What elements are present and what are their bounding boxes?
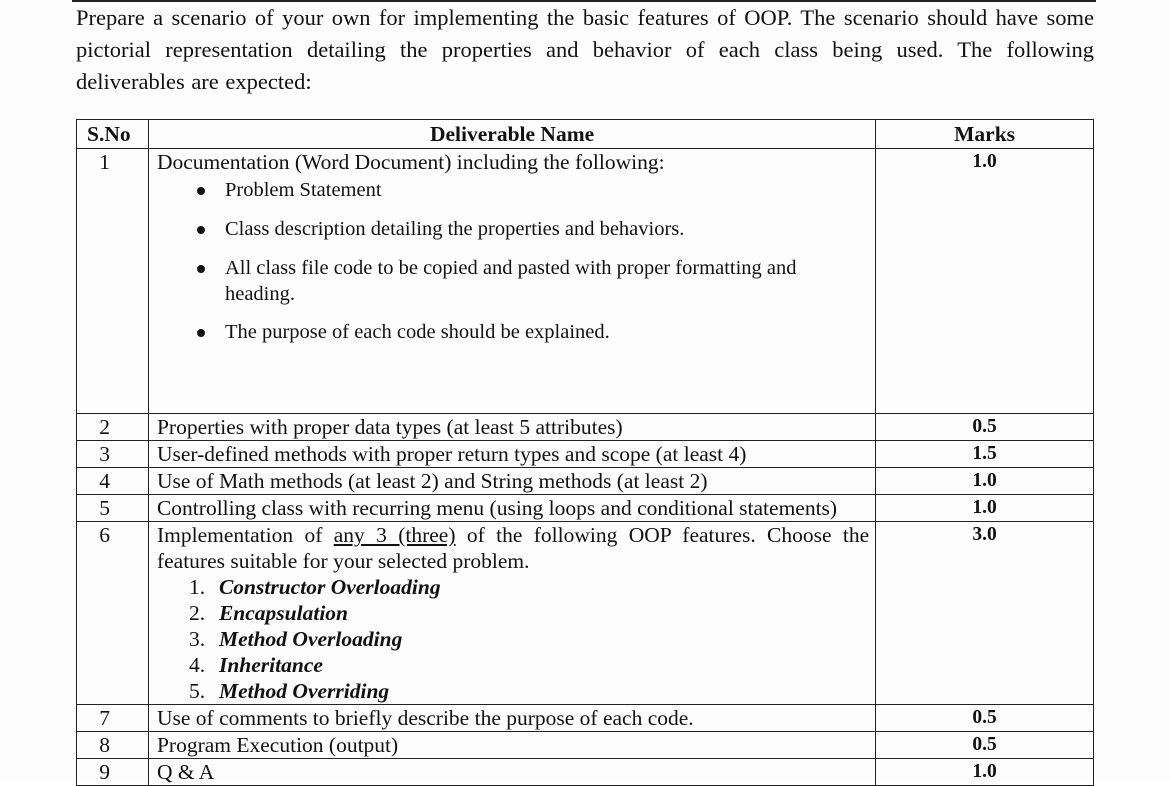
row-sno: 7 — [77, 705, 149, 732]
row-sno: 8 — [77, 732, 149, 759]
feature-label: Method Overloading — [218, 627, 403, 651]
description-text: of the following OOP features. Choose the features suitable for your selected problem. — [156, 523, 870, 573]
table-row — [77, 414, 1094, 441]
row-marks: 1.0 — [876, 495, 1094, 522]
list-item — [157, 600, 869, 626]
feature-label: Constructor Overloading — [218, 575, 441, 599]
list-item — [157, 652, 869, 678]
feature-label: Encapsulation — [218, 601, 349, 625]
table-row — [77, 468, 1094, 495]
bullet-item — [157, 216, 869, 242]
deliverable-description — [157, 522, 869, 574]
bullet-text: Problem Statement — [224, 179, 382, 201]
row-deliverable — [148, 149, 875, 414]
row-deliverable: Program Execution (output) — [148, 732, 875, 759]
row-sno: 2 — [77, 414, 149, 441]
row-marks: 1.5 — [876, 441, 1094, 468]
header-sno: S.No — [77, 120, 149, 149]
row-marks: 0.5 — [876, 705, 1094, 732]
table-row — [77, 522, 1094, 705]
list-number: 1. — [188, 575, 206, 599]
bullet-item — [157, 319, 869, 345]
bullet-item — [157, 177, 869, 203]
row-deliverable: Properties with proper data types (at least 5 attributes) — [148, 414, 875, 441]
row-marks: 0.5 — [876, 414, 1094, 441]
header-deliverable-name: Deliverable Name — [148, 120, 875, 149]
bullet-list — [157, 177, 869, 345]
list-number: 4. — [188, 653, 206, 677]
feature-label: Inheritance — [218, 653, 323, 677]
row-deliverable: Use of comments to briefly describe the purpose of each code. — [148, 705, 875, 732]
list-item — [157, 678, 869, 704]
bullet-icon — [197, 226, 205, 234]
bullet-text: Class description detailing the properties and behaviors. — [224, 218, 685, 240]
deliverables-table — [76, 119, 1094, 786]
list-number: 3. — [188, 627, 206, 651]
table-row — [77, 441, 1094, 468]
bullet-text: All class file code to be copied and pasted with proper formatting and heading. — [224, 257, 797, 305]
header-marks: Marks — [876, 120, 1094, 149]
row-sno: 3 — [77, 441, 149, 468]
row-marks: 3.0 — [876, 522, 1094, 705]
row-deliverable: User-defined methods with proper return types and scope (at least 4) — [148, 441, 875, 468]
row-deliverable: Controlling class with recurring menu (using loops and conditional statements) — [148, 495, 875, 522]
bullet-icon — [197, 187, 205, 195]
row-marks: 1.0 — [876, 759, 1094, 786]
row-deliverable — [148, 522, 875, 705]
bullet-text: The purpose of each code should be explained. — [224, 321, 610, 343]
list-number: 2. — [188, 601, 206, 625]
table-row — [77, 495, 1094, 522]
row-sno: 5 — [77, 495, 149, 522]
list-number: 5. — [188, 679, 206, 703]
description-text: Implementation of — [156, 523, 334, 547]
list-item — [157, 574, 869, 600]
list-item — [157, 626, 869, 652]
row-sno: 9 — [77, 759, 149, 786]
row-deliverable: Q & A — [148, 759, 875, 786]
bullet-icon — [197, 265, 205, 273]
row-deliverable: Use of Math methods (at least 2) and String methods (at least 2) — [148, 468, 875, 495]
row-sno: 6 — [77, 522, 149, 705]
intro-paragraph: Prepare a scenario of your own for implementing the basic features of OOP. The scenario should have some pictorial representation detailing the properties and behavior of each class being used. The following deliverables are expected: — [76, 5, 1094, 94]
row-sno: 1 — [77, 149, 149, 414]
bullet-icon — [197, 329, 205, 337]
table-row — [77, 732, 1094, 759]
description-emphasis: any 3 (three) — [333, 523, 456, 547]
row-marks: 1.0 — [876, 149, 1094, 414]
deliverable-lead: Documentation (Word Document) including the following: — [156, 150, 665, 174]
bullet-item — [157, 255, 869, 307]
oop-feature-list — [157, 574, 869, 704]
table-row — [77, 149, 1094, 414]
feature-label: Method Overriding — [218, 679, 390, 703]
table-row — [77, 759, 1094, 786]
row-marks: 0.5 — [876, 732, 1094, 759]
table-header-row — [77, 120, 1094, 149]
table-row — [77, 705, 1094, 732]
row-sno: 4 — [77, 468, 149, 495]
row-marks: 1.0 — [876, 468, 1094, 495]
